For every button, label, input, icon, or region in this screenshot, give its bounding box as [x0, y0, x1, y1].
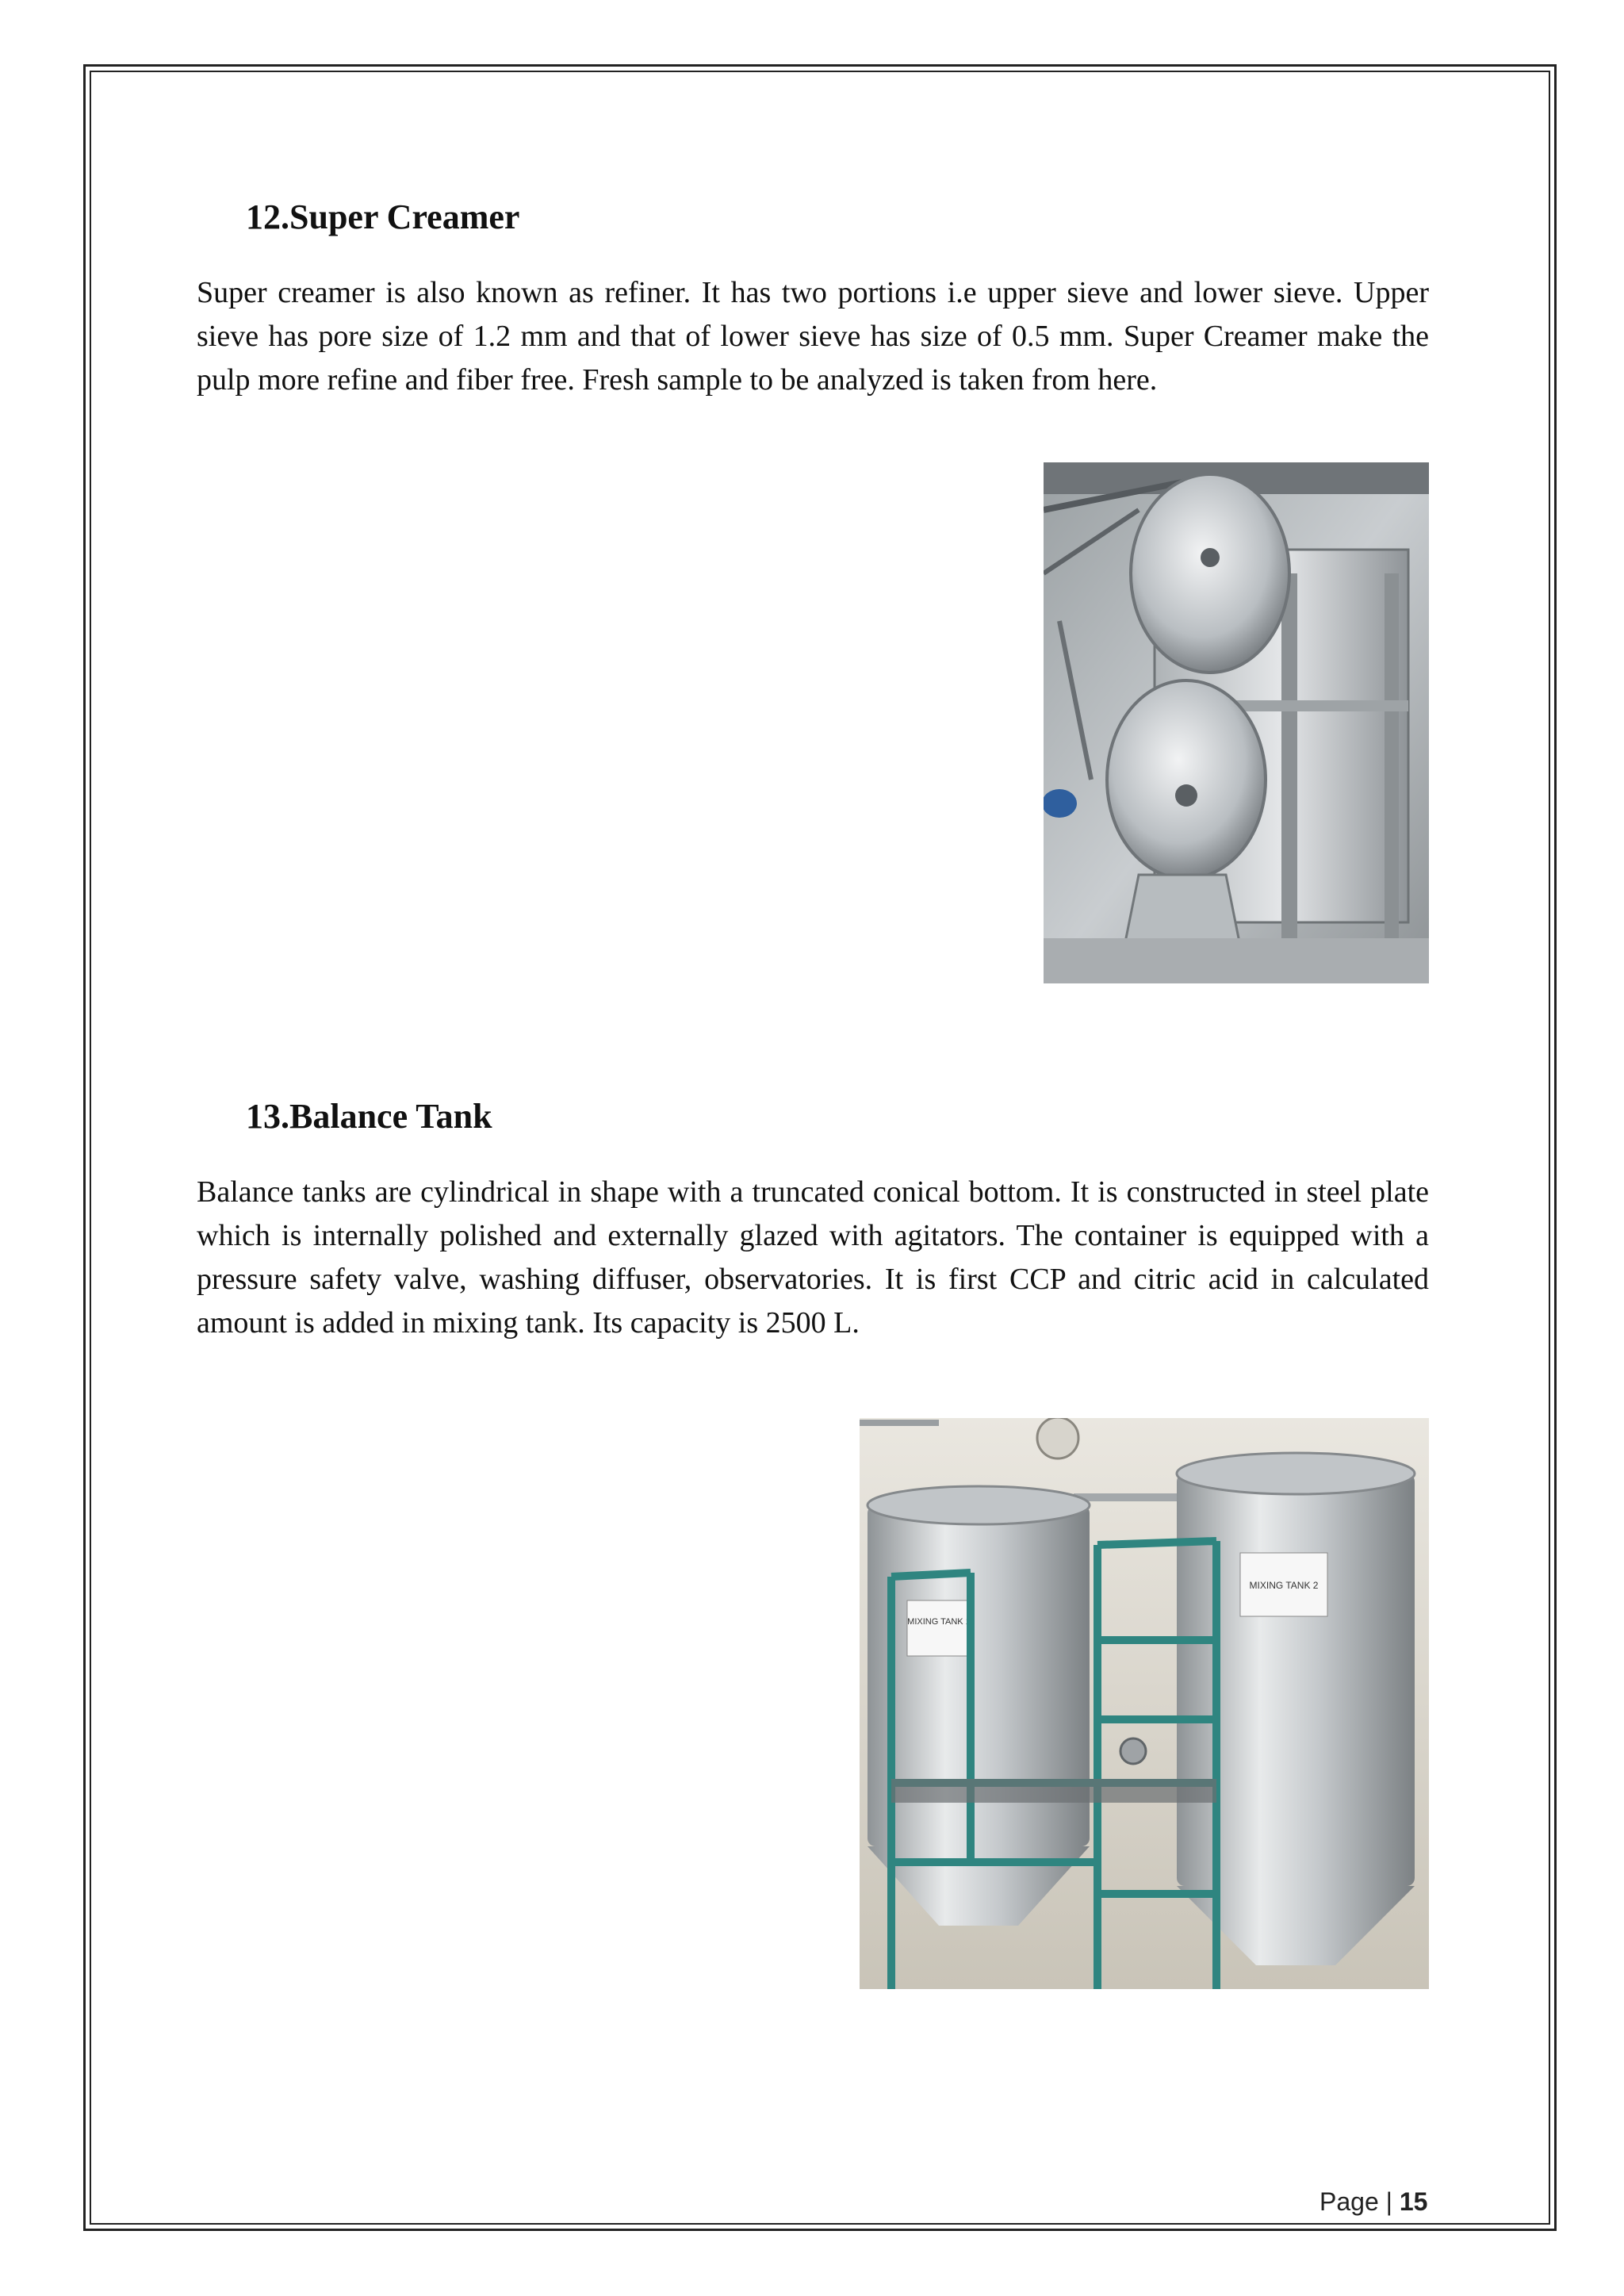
tank-label-left: MIXING TANK 1 — [907, 1617, 971, 1627]
page-number — [1320, 2187, 1427, 2217]
super-creamer-photo — [1044, 462, 1429, 983]
page-number-value: 15 — [1399, 2187, 1428, 2216]
section-heading-balance-tank: 13.Balance Tank — [246, 1097, 492, 1136]
section-heading-super-creamer: 12.Super Creamer — [246, 197, 520, 236]
page-label: Page | — [1320, 2187, 1400, 2216]
tank-label-right: MIXING TANK 2 — [1249, 1580, 1319, 1591]
balance-tank-photo — [860, 1418, 1429, 1989]
section-body-balance-tank: Balance tanks are cylindrical in shape with a truncated conical bottom. It is constructed in steel plate which is internally polished and externally glazed with agitators. The container is equipped with a pressure safety valve, washing diffuser, observatories. It is first CCP and citric acid in calculated amount is added in mixing tank. Its capacity is 2500 L. — [197, 1175, 1429, 1340]
section-body-super-creamer: Super creamer is also known as refiner. It has two portions i.e upper sieve and lower sieve. Upper sieve has pore size of 1.2 mm and that of lower sieve has size of 0.5 mm. Super Creamer make the pulp more refine and fiber free. Fresh sample to be analyzed is taken from here. — [197, 276, 1429, 397]
